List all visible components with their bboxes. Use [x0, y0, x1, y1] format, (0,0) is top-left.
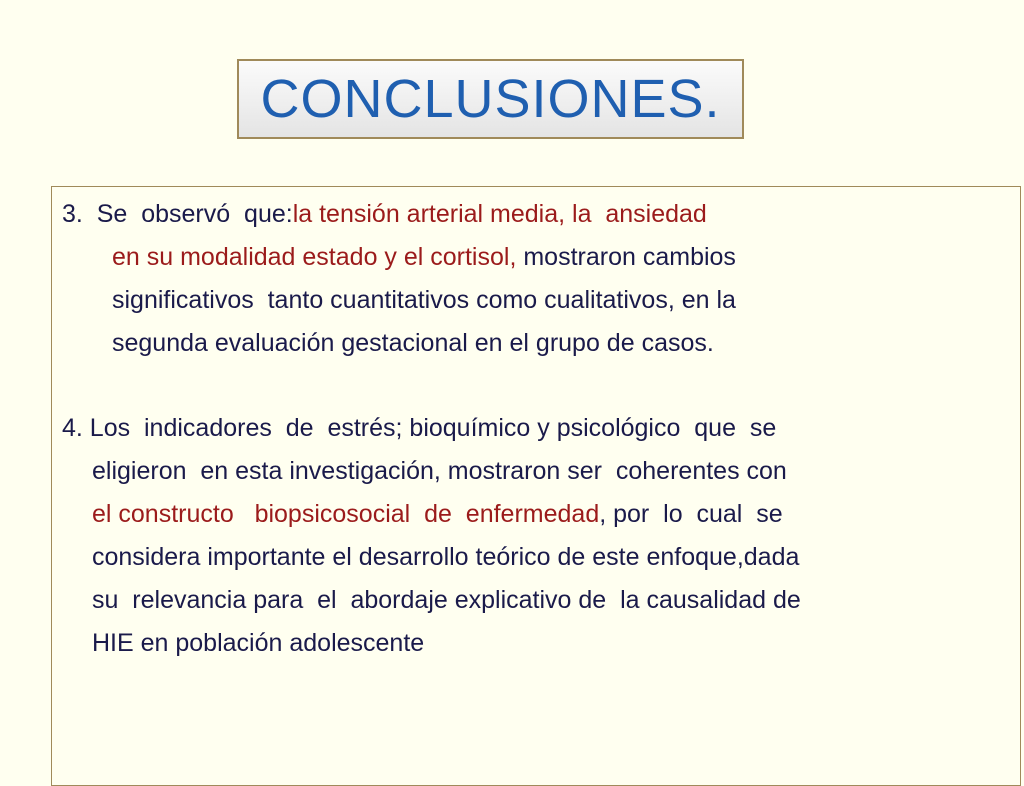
conclusion-3-line-2	[112, 242, 736, 272]
conclusion-4-line-3-rest: , por lo cual se	[599, 500, 783, 528]
conclusion-4-line-4: considera importante el desarrollo teórico de este enfoque,dada	[92, 543, 800, 571]
conclusion-3-line-3: significativos tanto cuantitativos como cualitativos, en la	[112, 286, 736, 314]
conclusion-4-line-2: eligieron en esta investigación, mostraron ser coherentes con	[92, 457, 787, 485]
conclusion-3-line-4: segunda evaluación gestacional en el grupo de casos.	[112, 329, 714, 357]
title-box	[237, 59, 744, 139]
conclusion-3-line-1	[62, 199, 707, 229]
conclusion-3-highlight-1: la tensión arterial media, la ansiedad	[292, 200, 707, 228]
conclusion-4-line-1: 4. Los indicadores de estrés; bioquímico y psicológico que se	[62, 414, 777, 442]
conclusion-4-line-5: su relevancia para el abordaje explicativo de la causalidad de	[92, 586, 801, 614]
conclusion-4-highlight: el constructo biopsicosocial de enfermedad	[92, 500, 600, 528]
conclusion-3-highlight-2: en su modalidad estado y el cortisol,	[112, 243, 517, 271]
content-box	[51, 186, 1021, 786]
conclusion-3-line-2-rest: mostraron cambios	[516, 243, 736, 271]
conclusion-3-intro: 3. Se observó que:	[62, 200, 293, 228]
conclusion-4-line-6: HIE en población adolescente	[92, 629, 425, 657]
slide-title: CONCLUSIONES.	[260, 69, 721, 129]
conclusion-4-line-3	[92, 499, 783, 529]
